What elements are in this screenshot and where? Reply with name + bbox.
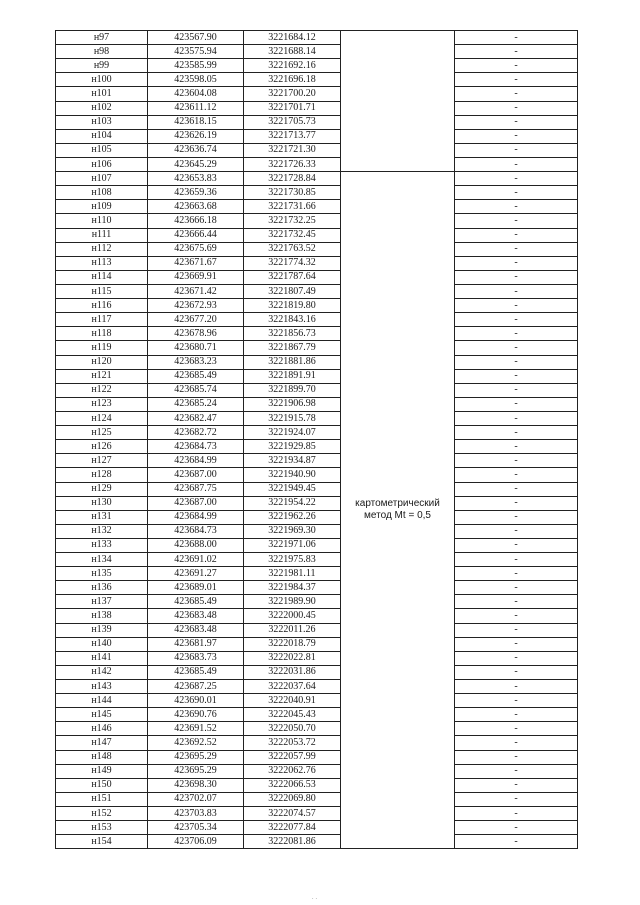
y-coordinate-cell: 3221721.30: [244, 143, 341, 157]
table-row: [56, 538, 578, 552]
coordinates-table: [55, 30, 578, 849]
x-coordinate-cell: 423682.47: [148, 411, 244, 425]
table-row: [56, 440, 578, 454]
point-name-cell: н126: [56, 440, 148, 454]
table-row: [56, 101, 578, 115]
method-accuracy: метод Mt = 0,5: [364, 510, 431, 522]
dash-cell: -: [455, 708, 578, 722]
scan-marks: ..: [312, 895, 319, 901]
point-name-cell: н154: [56, 835, 148, 849]
x-coordinate-cell: 423645.29: [148, 157, 244, 171]
dash-cell: -: [455, 454, 578, 468]
x-coordinate-cell: 423691.27: [148, 567, 244, 581]
table-row: [56, 468, 578, 482]
y-coordinate-cell: 3221787.64: [244, 270, 341, 284]
dash-cell: -: [455, 764, 578, 778]
y-coordinate-cell: 3222057.99: [244, 750, 341, 764]
dash-cell: -: [455, 411, 578, 425]
x-coordinate-cell: 423687.75: [148, 482, 244, 496]
dash-cell: -: [455, 553, 578, 567]
point-name-cell: н120: [56, 355, 148, 369]
y-coordinate-cell: 3221819.80: [244, 299, 341, 313]
dash-cell: -: [455, 341, 578, 355]
x-coordinate-cell: 423690.01: [148, 694, 244, 708]
y-coordinate-cell: 3221929.85: [244, 440, 341, 454]
y-coordinate-cell: 3222040.91: [244, 694, 341, 708]
y-coordinate-cell: 3221731.66: [244, 200, 341, 214]
x-coordinate-cell: 423680.71: [148, 341, 244, 355]
table-row: [56, 764, 578, 778]
y-coordinate-cell: 3222050.70: [244, 722, 341, 736]
table-row: [56, 454, 578, 468]
dash-cell: -: [455, 172, 578, 186]
x-coordinate-cell: 423604.08: [148, 87, 244, 101]
x-coordinate-cell: 423669.91: [148, 270, 244, 284]
point-name-cell: н130: [56, 496, 148, 510]
dash-cell: -: [455, 835, 578, 849]
dash-cell: -: [455, 623, 578, 637]
table-row: [56, 482, 578, 496]
x-coordinate-cell: 423687.00: [148, 496, 244, 510]
dash-cell: -: [455, 567, 578, 581]
dash-cell: -: [455, 496, 578, 510]
y-coordinate-cell: 3221962.26: [244, 510, 341, 524]
table-row: [56, 115, 578, 129]
point-name-cell: н129: [56, 482, 148, 496]
dash-cell: -: [455, 129, 578, 143]
table-row: [56, 45, 578, 59]
dash-cell: -: [455, 524, 578, 538]
point-name-cell: н102: [56, 101, 148, 115]
dash-cell: -: [455, 482, 578, 496]
y-coordinate-cell: 3222018.79: [244, 637, 341, 651]
table-row: [56, 186, 578, 200]
x-coordinate-cell: 423653.83: [148, 172, 244, 186]
y-coordinate-cell: 3221807.49: [244, 284, 341, 298]
point-name-cell: н108: [56, 186, 148, 200]
x-coordinate-cell: 423683.23: [148, 355, 244, 369]
table-row: [56, 524, 578, 538]
x-coordinate-cell: 423618.15: [148, 115, 244, 129]
point-name-cell: н144: [56, 694, 148, 708]
table-row: [56, 637, 578, 651]
dash-cell: -: [455, 595, 578, 609]
table-row: [56, 722, 578, 736]
x-coordinate-cell: 423611.12: [148, 101, 244, 115]
table-row: [56, 341, 578, 355]
y-coordinate-cell: 3221989.90: [244, 595, 341, 609]
table-row: [56, 383, 578, 397]
x-coordinate-cell: 423681.97: [148, 637, 244, 651]
point-name-cell: н111: [56, 228, 148, 242]
table-row: [56, 228, 578, 242]
y-coordinate-cell: 3222037.64: [244, 680, 341, 694]
x-coordinate-cell: 423687.00: [148, 468, 244, 482]
dash-cell: -: [455, 143, 578, 157]
x-coordinate-cell: 423685.49: [148, 665, 244, 679]
table-row: [56, 31, 578, 45]
y-coordinate-cell: 3221696.18: [244, 73, 341, 87]
x-coordinate-cell: 423685.49: [148, 369, 244, 383]
x-coordinate-cell: 423659.36: [148, 186, 244, 200]
y-coordinate-cell: 3221774.32: [244, 256, 341, 270]
dash-cell: -: [455, 157, 578, 171]
x-coordinate-cell: 423663.68: [148, 200, 244, 214]
point-name-cell: н142: [56, 665, 148, 679]
dash-cell: -: [455, 468, 578, 482]
point-name-cell: н143: [56, 680, 148, 694]
x-coordinate-cell: 423677.20: [148, 313, 244, 327]
point-name-cell: н105: [56, 143, 148, 157]
x-coordinate-cell: 423706.09: [148, 835, 244, 849]
point-name-cell: н103: [56, 115, 148, 129]
table-row: [56, 214, 578, 228]
table-row: [56, 708, 578, 722]
y-coordinate-cell: 3221934.87: [244, 454, 341, 468]
dash-cell: -: [455, 581, 578, 595]
x-coordinate-cell: 423685.74: [148, 383, 244, 397]
y-coordinate-cell: 3221692.16: [244, 59, 341, 73]
y-coordinate-cell: 3221881.86: [244, 355, 341, 369]
x-coordinate-cell: 423666.44: [148, 228, 244, 242]
point-name-cell: н128: [56, 468, 148, 482]
dash-cell: -: [455, 115, 578, 129]
y-coordinate-cell: 3221981.11: [244, 567, 341, 581]
y-coordinate-cell: 3221701.71: [244, 101, 341, 115]
x-coordinate-cell: 423666.18: [148, 214, 244, 228]
table-row: [56, 581, 578, 595]
point-name-cell: н115: [56, 284, 148, 298]
x-coordinate-cell: 423672.93: [148, 299, 244, 313]
table-row: [56, 651, 578, 665]
x-coordinate-cell: 423684.73: [148, 440, 244, 454]
dash-cell: -: [455, 383, 578, 397]
y-coordinate-cell: 3221969.30: [244, 524, 341, 538]
y-coordinate-cell: 3221954.22: [244, 496, 341, 510]
table-row: [56, 299, 578, 313]
y-coordinate-cell: 3222066.53: [244, 778, 341, 792]
y-coordinate-cell: 3221924.07: [244, 426, 341, 440]
x-coordinate-cell: 423692.52: [148, 736, 244, 750]
dash-cell: -: [455, 510, 578, 524]
point-name-cell: н150: [56, 778, 148, 792]
dash-cell: -: [455, 284, 578, 298]
table-row: [56, 355, 578, 369]
dash-cell: -: [455, 299, 578, 313]
point-name-cell: н127: [56, 454, 148, 468]
point-name-cell: н118: [56, 327, 148, 341]
point-name-cell: н132: [56, 524, 148, 538]
y-coordinate-cell: 3221843.16: [244, 313, 341, 327]
point-name-cell: н97: [56, 31, 148, 45]
dash-cell: -: [455, 228, 578, 242]
table-row: [56, 778, 578, 792]
table-row: [56, 284, 578, 298]
y-coordinate-cell: 3221940.90: [244, 468, 341, 482]
point-name-cell: н99: [56, 59, 148, 73]
x-coordinate-cell: 423691.52: [148, 722, 244, 736]
table-row: [56, 73, 578, 87]
table-row: [56, 595, 578, 609]
y-coordinate-cell: 3222074.57: [244, 807, 341, 821]
table-row: [56, 157, 578, 171]
point-name-cell: н148: [56, 750, 148, 764]
x-coordinate-cell: 423671.42: [148, 284, 244, 298]
table-row: [56, 736, 578, 750]
point-name-cell: н109: [56, 200, 148, 214]
point-name-cell: н147: [56, 736, 148, 750]
method-cell-empty: [341, 31, 455, 172]
x-coordinate-cell: 423705.34: [148, 821, 244, 835]
dash-cell: -: [455, 200, 578, 214]
point-name-cell: н139: [56, 623, 148, 637]
table-row: [56, 87, 578, 101]
point-name-cell: н101: [56, 87, 148, 101]
dash-cell: -: [455, 722, 578, 736]
table-row: [56, 694, 578, 708]
point-name-cell: н112: [56, 242, 148, 256]
dash-cell: -: [455, 651, 578, 665]
y-coordinate-cell: 3222000.45: [244, 609, 341, 623]
table-row: [56, 200, 578, 214]
table-row: [56, 510, 578, 524]
dash-cell: -: [455, 101, 578, 115]
y-coordinate-cell: 3221949.45: [244, 482, 341, 496]
y-coordinate-cell: 3221732.25: [244, 214, 341, 228]
point-name-cell: н140: [56, 637, 148, 651]
y-coordinate-cell: 3221906.98: [244, 397, 341, 411]
y-coordinate-cell: 3221975.83: [244, 553, 341, 567]
point-name-cell: н135: [56, 567, 148, 581]
table-row: [56, 369, 578, 383]
point-name-cell: н134: [56, 553, 148, 567]
dash-cell: -: [455, 778, 578, 792]
x-coordinate-cell: 423682.72: [148, 426, 244, 440]
dash-cell: -: [455, 609, 578, 623]
point-name-cell: н146: [56, 722, 148, 736]
y-coordinate-cell: 3221867.79: [244, 341, 341, 355]
x-coordinate-cell: 423688.00: [148, 538, 244, 552]
dash-cell: -: [455, 426, 578, 440]
table-row: [56, 129, 578, 143]
table-row: [56, 567, 578, 581]
x-coordinate-cell: 423690.76: [148, 708, 244, 722]
dash-cell: -: [455, 369, 578, 383]
x-coordinate-cell: 423567.90: [148, 31, 244, 45]
x-coordinate-cell: 423683.48: [148, 609, 244, 623]
y-coordinate-cell: 3222053.72: [244, 736, 341, 750]
x-coordinate-cell: 423703.83: [148, 807, 244, 821]
point-name-cell: н110: [56, 214, 148, 228]
y-coordinate-cell: 3221891.91: [244, 369, 341, 383]
point-name-cell: н119: [56, 341, 148, 355]
method-name: картометрический: [355, 498, 440, 510]
dash-cell: -: [455, 214, 578, 228]
table-row: [56, 835, 578, 849]
y-coordinate-cell: 3221971.06: [244, 538, 341, 552]
y-coordinate-cell: 3221705.73: [244, 115, 341, 129]
point-name-cell: н116: [56, 299, 148, 313]
x-coordinate-cell: 423695.29: [148, 750, 244, 764]
point-name-cell: н145: [56, 708, 148, 722]
y-coordinate-cell: 3222022.81: [244, 651, 341, 665]
dash-cell: -: [455, 270, 578, 284]
x-coordinate-cell: 423683.48: [148, 623, 244, 637]
table-row: [56, 143, 578, 157]
point-name-cell: н98: [56, 45, 148, 59]
y-coordinate-cell: 3221899.70: [244, 383, 341, 397]
table-row: [56, 172, 578, 186]
table-row: [56, 242, 578, 256]
x-coordinate-cell: 423698.30: [148, 778, 244, 792]
dash-cell: -: [455, 665, 578, 679]
point-name-cell: н121: [56, 369, 148, 383]
y-coordinate-cell: 3221763.52: [244, 242, 341, 256]
table-row: [56, 821, 578, 835]
dash-cell: -: [455, 807, 578, 821]
table-row: [56, 623, 578, 637]
x-coordinate-cell: 423695.29: [148, 764, 244, 778]
point-name-cell: н100: [56, 73, 148, 87]
point-name-cell: н104: [56, 129, 148, 143]
table-row: [56, 807, 578, 821]
x-coordinate-cell: 423685.49: [148, 595, 244, 609]
table-row: [56, 397, 578, 411]
dash-cell: -: [455, 73, 578, 87]
table-row: [56, 609, 578, 623]
table-row: [56, 426, 578, 440]
point-name-cell: н122: [56, 383, 148, 397]
dash-cell: -: [455, 397, 578, 411]
dash-cell: -: [455, 327, 578, 341]
y-coordinate-cell: 3221984.37: [244, 581, 341, 595]
y-coordinate-cell: 3221688.14: [244, 45, 341, 59]
dash-cell: -: [455, 31, 578, 45]
y-coordinate-cell: 3222031.86: [244, 665, 341, 679]
table-row: [56, 59, 578, 73]
y-coordinate-cell: 3222045.43: [244, 708, 341, 722]
method-cell: [341, 172, 455, 849]
table-row: [56, 750, 578, 764]
dash-cell: -: [455, 242, 578, 256]
x-coordinate-cell: 423671.67: [148, 256, 244, 270]
table-row: [56, 411, 578, 425]
dash-cell: -: [455, 821, 578, 835]
dash-cell: -: [455, 355, 578, 369]
y-coordinate-cell: 3221684.12: [244, 31, 341, 45]
point-name-cell: н114: [56, 270, 148, 284]
y-coordinate-cell: 3222069.80: [244, 792, 341, 806]
x-coordinate-cell: 423626.19: [148, 129, 244, 143]
y-coordinate-cell: 3221700.20: [244, 87, 341, 101]
table-row: [56, 680, 578, 694]
y-coordinate-cell: 3221728.84: [244, 172, 341, 186]
point-name-cell: н152: [56, 807, 148, 821]
dash-cell: -: [455, 313, 578, 327]
y-coordinate-cell: 3222062.76: [244, 764, 341, 778]
point-name-cell: н124: [56, 411, 148, 425]
point-name-cell: н136: [56, 581, 148, 595]
table-row: [56, 496, 578, 510]
dash-cell: -: [455, 256, 578, 270]
x-coordinate-cell: 423684.99: [148, 454, 244, 468]
point-name-cell: н151: [56, 792, 148, 806]
table-row: [56, 313, 578, 327]
dash-cell: -: [455, 538, 578, 552]
point-name-cell: н149: [56, 764, 148, 778]
x-coordinate-cell: 423636.74: [148, 143, 244, 157]
dash-cell: -: [455, 736, 578, 750]
table-row: [56, 256, 578, 270]
coordinates-table-body: [56, 31, 578, 849]
x-coordinate-cell: 423575.94: [148, 45, 244, 59]
x-coordinate-cell: 423678.96: [148, 327, 244, 341]
x-coordinate-cell: 423684.73: [148, 524, 244, 538]
dash-cell: -: [455, 637, 578, 651]
x-coordinate-cell: 423685.24: [148, 397, 244, 411]
dash-cell: -: [455, 680, 578, 694]
x-coordinate-cell: 423675.69: [148, 242, 244, 256]
dash-cell: -: [455, 750, 578, 764]
x-coordinate-cell: 423702.07: [148, 792, 244, 806]
table-row: [56, 792, 578, 806]
x-coordinate-cell: 423598.05: [148, 73, 244, 87]
table-row: [56, 270, 578, 284]
y-coordinate-cell: 3221732.45: [244, 228, 341, 242]
x-coordinate-cell: 423684.99: [148, 510, 244, 524]
point-name-cell: н113: [56, 256, 148, 270]
x-coordinate-cell: 423689.01: [148, 581, 244, 595]
y-coordinate-cell: 3221713.77: [244, 129, 341, 143]
point-name-cell: н153: [56, 821, 148, 835]
point-name-cell: н117: [56, 313, 148, 327]
dash-cell: -: [455, 440, 578, 454]
y-coordinate-cell: 3222081.86: [244, 835, 341, 849]
dash-cell: -: [455, 694, 578, 708]
dash-cell: -: [455, 792, 578, 806]
y-coordinate-cell: 3221856.73: [244, 327, 341, 341]
point-name-cell: н138: [56, 609, 148, 623]
dash-cell: -: [455, 186, 578, 200]
dash-cell: -: [455, 59, 578, 73]
point-name-cell: н107: [56, 172, 148, 186]
x-coordinate-cell: 423585.99: [148, 59, 244, 73]
y-coordinate-cell: 3222077.84: [244, 821, 341, 835]
x-coordinate-cell: 423691.02: [148, 553, 244, 567]
point-name-cell: н123: [56, 397, 148, 411]
x-coordinate-cell: 423687.25: [148, 680, 244, 694]
point-name-cell: н106: [56, 157, 148, 171]
table-row: [56, 665, 578, 679]
dash-cell: -: [455, 45, 578, 59]
y-coordinate-cell: 3221915.78: [244, 411, 341, 425]
point-name-cell: н141: [56, 651, 148, 665]
point-name-cell: н137: [56, 595, 148, 609]
x-coordinate-cell: 423683.73: [148, 651, 244, 665]
dash-cell: -: [455, 87, 578, 101]
y-coordinate-cell: 3221726.33: [244, 157, 341, 171]
y-coordinate-cell: 3222011.26: [244, 623, 341, 637]
table-row: [56, 553, 578, 567]
table-row: [56, 327, 578, 341]
point-name-cell: н133: [56, 538, 148, 552]
point-name-cell: н125: [56, 426, 148, 440]
point-name-cell: н131: [56, 510, 148, 524]
y-coordinate-cell: 3221730.85: [244, 186, 341, 200]
